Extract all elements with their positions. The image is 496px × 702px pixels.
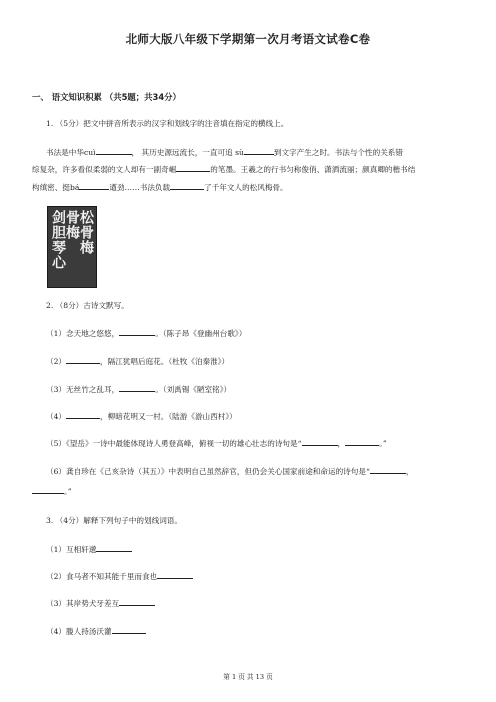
answer-blank[interactable] bbox=[96, 543, 132, 552]
q2-item-text: （5）《望岳》一诗中最能体现诗人勇登高峰，俯视一切的雄心壮志的诗句是“ bbox=[46, 439, 302, 448]
q2-item-text: （2） bbox=[46, 357, 67, 366]
page-title: 北师大版八年级下学期第一次月考语文试卷C卷 bbox=[125, 32, 371, 46]
q3-item-2 bbox=[46, 570, 193, 582]
answer-blank[interactable] bbox=[66, 410, 100, 419]
q2-item-text: 。（陈子昂《登幽州台歌》） bbox=[155, 329, 247, 338]
q2-item-text: （3）无丝竹之乱耳， bbox=[46, 385, 120, 394]
section-heading: 一、 语文知识积累 （共5题；共34分） bbox=[32, 92, 181, 102]
q2-item-1 bbox=[46, 327, 246, 339]
q1-text: 的笔墨。王羲之的行书匀称俊俏、潇洒流丽；颜真卿的楷书结 bbox=[210, 165, 416, 174]
q1-text: 到文字产生之时。书法与个性的关系错 bbox=[273, 148, 403, 157]
question-1-line-3 bbox=[32, 181, 288, 193]
q2-item-text: 。” bbox=[379, 439, 387, 448]
answer-blank[interactable] bbox=[244, 146, 274, 155]
q2-item-5 bbox=[46, 437, 387, 449]
calligraphy-image bbox=[47, 206, 97, 288]
answer-blank[interactable] bbox=[32, 485, 64, 494]
q2-item-text: 。” bbox=[64, 487, 72, 496]
calligraphy-column: 松骨梅 bbox=[78, 210, 94, 255]
q2-item-text: （1）念天地之悠悠， bbox=[46, 329, 120, 338]
question-1-stem: 1. （5分）把文中拼音所表示的汉字和划线字的注音填在指定的横线上。 bbox=[46, 119, 289, 128]
answer-blank[interactable] bbox=[119, 383, 155, 392]
q1-text: 综复杂，许多看似柔弱的文人却有一副奇崛 bbox=[32, 165, 177, 174]
q3-item-text: （1）互相轩邈 bbox=[46, 545, 97, 554]
answer-blank[interactable] bbox=[302, 437, 338, 446]
q3-item-3 bbox=[46, 597, 155, 609]
q2-item-6 bbox=[46, 465, 413, 477]
q2-item-text: 。（刘禹锡《陋室铭》） bbox=[155, 385, 232, 394]
answer-blank[interactable] bbox=[112, 625, 146, 634]
q3-item-text: （3）其岸势犬牙差互 bbox=[46, 599, 120, 608]
answer-blank[interactable] bbox=[370, 465, 406, 474]
answer-blank[interactable] bbox=[119, 597, 155, 606]
q1-text: 构缜密、挺bá bbox=[32, 183, 80, 192]
answer-blank[interactable] bbox=[119, 327, 155, 336]
answer-blank[interactable] bbox=[96, 146, 132, 155]
q3-item-text: （2）食马者不知其能千里而食也 bbox=[46, 572, 158, 581]
q1-text: 了千年文人的松风梅骨。 bbox=[204, 183, 288, 192]
q3-item-4 bbox=[46, 625, 146, 637]
calligraphy-column: 剑胆琴心 bbox=[50, 210, 66, 270]
page-footer: 第 1 页 共 13 页 bbox=[223, 673, 273, 681]
question-2-stem: 2. （8分）古诗文默写。 bbox=[46, 301, 129, 310]
q2-item-text: ， bbox=[405, 467, 414, 476]
q3-item-1 bbox=[46, 543, 132, 555]
q2-item-2 bbox=[46, 355, 229, 367]
q2-item-text: （4） bbox=[46, 412, 67, 421]
answer-blank[interactable] bbox=[79, 181, 109, 190]
question-1-line-2 bbox=[32, 163, 415, 175]
question-3-stem: 3. （4分）解释下列句子中的划线词语。 bbox=[46, 516, 182, 525]
q1-text: 书法是中华cuì bbox=[46, 148, 96, 157]
q2-item-text: ，柳暗花明又一村。（陆游《游山西村》） bbox=[100, 412, 237, 421]
answer-blank[interactable] bbox=[345, 437, 379, 446]
q2-item-3 bbox=[46, 383, 231, 395]
answer-blank[interactable] bbox=[176, 163, 210, 172]
calligraphy-column: 骨梅 bbox=[64, 210, 80, 240]
question-1-line-1 bbox=[46, 146, 403, 158]
answer-blank[interactable] bbox=[66, 355, 100, 364]
answer-blank[interactable] bbox=[157, 570, 193, 579]
q2-item-text: ， bbox=[337, 439, 346, 448]
q2-item-text: （6）龚自珍在《己亥杂诗（其五）》中表明自己虽然辞官，但仍会关心国家前途和命运的诗句是“ bbox=[46, 467, 370, 476]
answer-blank[interactable] bbox=[170, 181, 204, 190]
q2-item-6-continued bbox=[32, 485, 72, 497]
q2-item-text: ，隔江犹唱后庭花。（杜牧《泊秦淮》） bbox=[100, 357, 230, 366]
q1-text: 遒劲……书法负载 bbox=[109, 183, 171, 192]
q2-item-4 bbox=[46, 410, 237, 422]
q1-text: ， 其历史源远流长，一直可追 sù bbox=[131, 148, 244, 157]
q3-item-text: （4）媵人持汤沃灌 bbox=[46, 627, 112, 636]
